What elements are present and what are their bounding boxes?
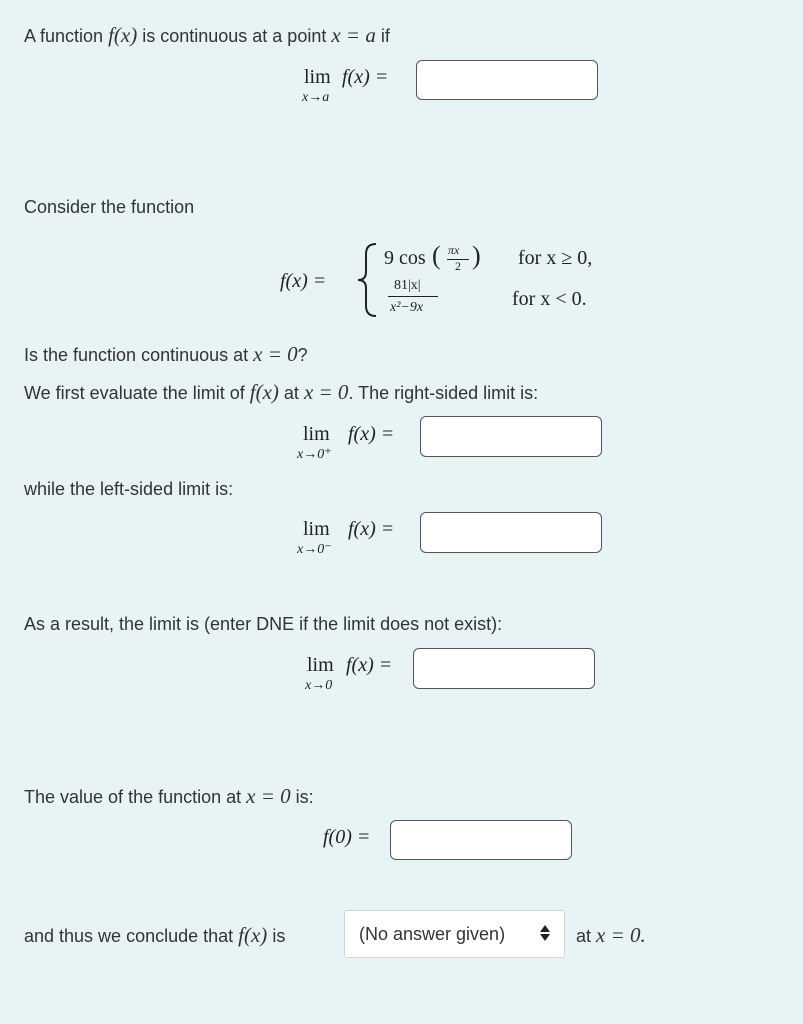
left-limit-input[interactable] [420,512,602,553]
continuity-select[interactable] [344,910,565,958]
limit-definition-input[interactable] [416,60,598,100]
lim-label: lim [303,518,330,540]
intro-text-part: is continuous at a point [137,26,332,46]
intro-text-part: A function [24,26,109,46]
lim-subscript: x→0⁻ [297,542,332,557]
paren-close: ) [472,241,481,270]
math-x-eq-0: x = 0. [596,923,646,947]
intro-part: at [278,383,304,403]
case1-frac-den: 2 [455,259,461,273]
piecewise-lhs: f(x) = [280,270,327,292]
math-x-eq-0: x = 0 [303,380,349,404]
lim-expression: f(x) = [346,654,393,676]
conclusion-part: and thus we conclude that [24,926,239,946]
value-intro [24,785,314,808]
conclusion-part: is [267,926,286,946]
intro-part: . The right-sided limit is: [348,383,539,403]
two-sided-limit-input[interactable] [413,648,595,689]
lim-label: lim [304,66,331,88]
case1-expression: 9 cos [384,247,426,269]
lim-expression: f(x) = [342,66,389,88]
lim-subscript: x→0 [305,678,333,693]
fraction-bar [388,296,438,297]
math-fx: f(x) [249,380,279,404]
math-fx: f(x) [108,23,138,47]
value-intro-part: The value of the function at [24,787,247,807]
conclusion-text [24,924,285,947]
lim-subscript: x→a [302,90,330,105]
math-fx: f(x) [238,923,268,947]
f0-expression: f(0) = [323,826,371,848]
result-intro: As a result, the limit is (enter DNE if the limit does not exist): [24,614,503,634]
lim-expression: f(x) = [348,518,395,540]
math-x-eq-a: x = a [331,23,376,47]
question-part: ? [297,345,308,365]
value-intro-part: is: [290,787,314,807]
lim-subscript: x→0⁺ [297,447,332,462]
intro-part: We first evaluate the limit of [24,383,250,403]
f0-input[interactable] [390,820,572,860]
case2-numerator: 81|x| [394,278,421,293]
lim-label: lim [303,423,330,445]
case1-condition: for x ≥ 0, [518,247,593,269]
intro-text [24,24,390,47]
intro-text-part: if [375,26,390,46]
case2-condition: for x < 0. [512,288,587,310]
right-limit-input[interactable] [420,416,602,457]
right-limit-intro [24,381,538,404]
lim-expression: f(x) = [348,423,395,445]
conclusion-tail [576,924,646,947]
consider-text: Consider the function [24,197,195,217]
chevron-updown-icon [540,925,550,943]
math-x-eq-0: x = 0 [253,342,298,366]
math-x-eq-0: x = 0 [246,784,291,808]
brace-icon [356,242,380,318]
case2-denominator: x²−9x [390,300,424,315]
question-text [24,343,308,366]
select-value: (No answer given) [359,923,506,944]
case1-frac-num: πx [448,243,460,257]
left-limit-intro: while the left-sided limit is: [24,479,234,499]
question-part: Is the function continuous at [24,345,254,365]
conclusion-part: at [576,926,597,946]
paren-open: ( [432,241,441,270]
lim-label: lim [307,654,334,676]
